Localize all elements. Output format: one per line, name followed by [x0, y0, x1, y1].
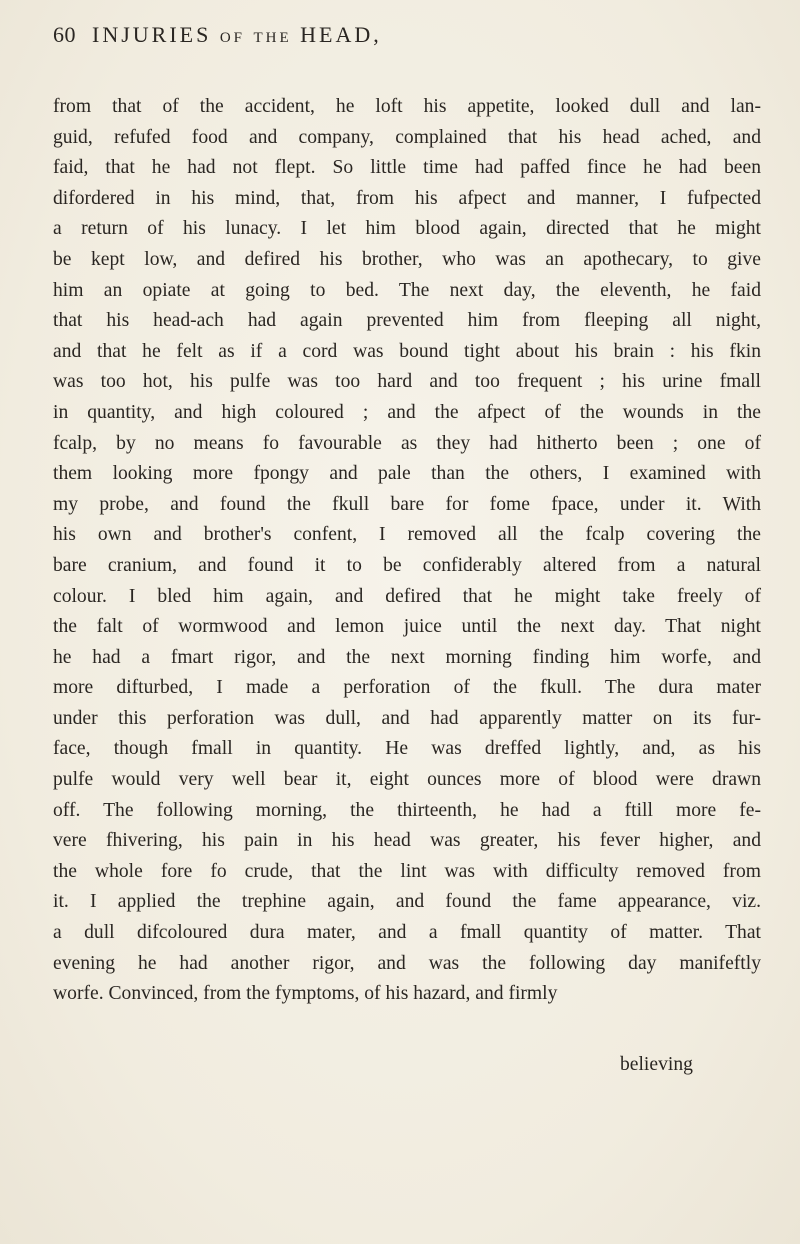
text-line: his own and brother's confent, I removed all the fcalp covering the	[53, 524, 761, 546]
catchword: believing	[620, 1054, 693, 1075]
text-line: a dull difcoloured dura mater, and a fmall quantity of matter. That	[53, 922, 761, 944]
text-line: colour. I bled him again, and defired that he might take freely of	[53, 585, 761, 607]
text-line: face, though fmall in quantity. He was dreffed lightly, and, as his	[53, 738, 761, 760]
text-line: bare cranium, and found it to be confiderably altered from a natural	[53, 554, 761, 576]
text-line: pulfe would very well bear it, eight ounces more of blood were drawn	[53, 769, 761, 791]
running-head	[53, 22, 753, 58]
text-line: a return of his lunacy. I let him blood again, directed that he might	[53, 218, 761, 240]
text-line: that his head-ach had again prevented him from fleeping all night,	[53, 310, 761, 332]
text-line: evening he had another rigor, and was the following day manifeftly	[53, 952, 761, 974]
text-line: them looking more fpongy and pale than the others, I examined with	[53, 463, 761, 485]
text-line: fcalp, by no means fo favourable as they had hitherto been ; one of	[53, 432, 761, 454]
text-line: be kept low, and defired his brother, who was an apothecary, to give	[53, 248, 761, 270]
text-line: and that he felt as if a cord was bound tight about his brain : his fkin	[53, 340, 761, 362]
text-line: from that of the accident, he loft his appetite, looked dull and lan-	[53, 96, 761, 117]
text-line: worfe. Convinced, from the fymptoms, of his hazard, and firmly	[53, 983, 558, 1005]
text-line: the whole fore fo crude, that the lint was with difficulty removed from	[53, 860, 761, 882]
text-line: difordered in his mind, that, from his afpect and manner, I fufpected	[53, 187, 761, 209]
text-line: the falt of wormwood and lemon juice until the next day. That night	[53, 616, 761, 638]
text-line: it. I applied the trephine again, and found the fame appearance, viz.	[53, 891, 761, 913]
text-line: off. The following morning, the thirteenth, he had a ftill more fe-	[53, 799, 761, 821]
text-line: vere fhivering, his pain in his head was greater, his fever higher, and	[53, 830, 761, 852]
text-line: was too hot, his pulfe was too hard and too frequent ; his urine fmall	[53, 371, 761, 393]
text-line: guid, refufed food and company, complained that his head ached, and	[53, 126, 761, 148]
text-line: under this perforation was dull, and had apparently matter on its fur-	[53, 707, 761, 729]
page-number: 60	[53, 22, 76, 47]
running-title: INJURIES of the HEAD,	[92, 22, 382, 47]
text-line: him an opiate at going to bed. The next day, the eleventh, he faid	[53, 279, 761, 301]
body-text	[53, 92, 761, 1010]
text-line: faid, that he had not flept. So little time had paffed fince he had been	[53, 157, 761, 179]
text-line: he had a fmart rigor, and the next morning finding him worfe, and	[53, 646, 761, 668]
text-line: my probe, and found the fkull bare for fome fpace, under it. With	[53, 493, 761, 515]
text-line: in quantity, and high coloured ; and the afpect of the wounds in the	[53, 401, 761, 423]
text-line: more difturbed, I made a perforation of the fkull. The dura mater	[53, 677, 761, 699]
